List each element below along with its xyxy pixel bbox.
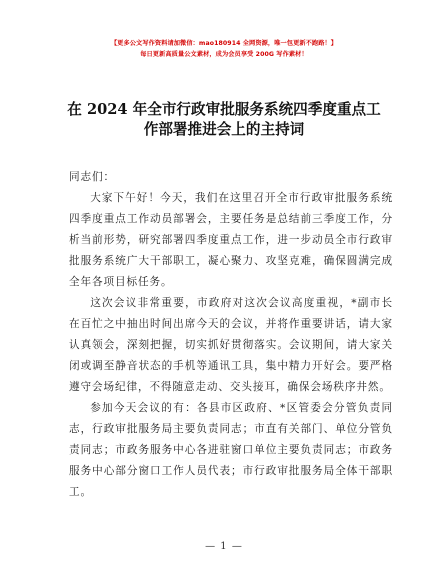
salutation: 同志们： xyxy=(69,171,115,183)
document-title xyxy=(40,100,408,140)
paragraph-attendees: 参加今天会议的有：各县市区政府、*区管委会分管负责同志，行政审批服务局主要负责同志；市直有关部门、单位分管负责同志；市政务服务中心各进驻窗口单位主要负责同志；市政务服务中心部分窗口工作人员代表；市行政审批服务局全体干部职工。 xyxy=(69,402,393,498)
paragraph-meeting-importance: 这次会议非常重要，市政府对这次会议高度重视，*副市长在百忙之中抽出时间出席今天的会议，并将作重要讲话，请大家认真领会，深刻把握，切实抓好贯彻落实。会议期间，请大家关闭或调至静音状态的手机等通讯工具，集中精力开好会。要严格遵守会场纪律，不得随意走动、交头接耳，确保会场秩序井然。 xyxy=(69,297,393,393)
document-title-line2: 作部署推进会上的主持词 xyxy=(143,121,305,138)
document-title-line1: 在 2024 年全市行政审批服务系统四季度重点工 xyxy=(67,101,381,118)
document-body xyxy=(69,167,393,503)
paragraph-opening: 大家下午好！今天，我们在这里召开全市行政审批服务系统四季度重点工作动员部署会，主要任务是总结前三季度工作，分析当前形势，研究部署四季度重点工作，进一步动员全市行政审批服务系统广大干部职工，凝心聚力、攻坚克难，确保圆满完成全年各项目标任务。 xyxy=(69,192,393,288)
page-number: — 1 — xyxy=(205,541,243,552)
promo-banner-line1: 【更多公文写作资料请加微信：mao180914 全网资源，唯一包更新不跑路！】 xyxy=(110,40,338,47)
promo-banner xyxy=(0,38,448,60)
promo-banner-line2: 每日更新高质量公文素材，成为会员享受 200G 写作素材！ xyxy=(140,51,308,58)
